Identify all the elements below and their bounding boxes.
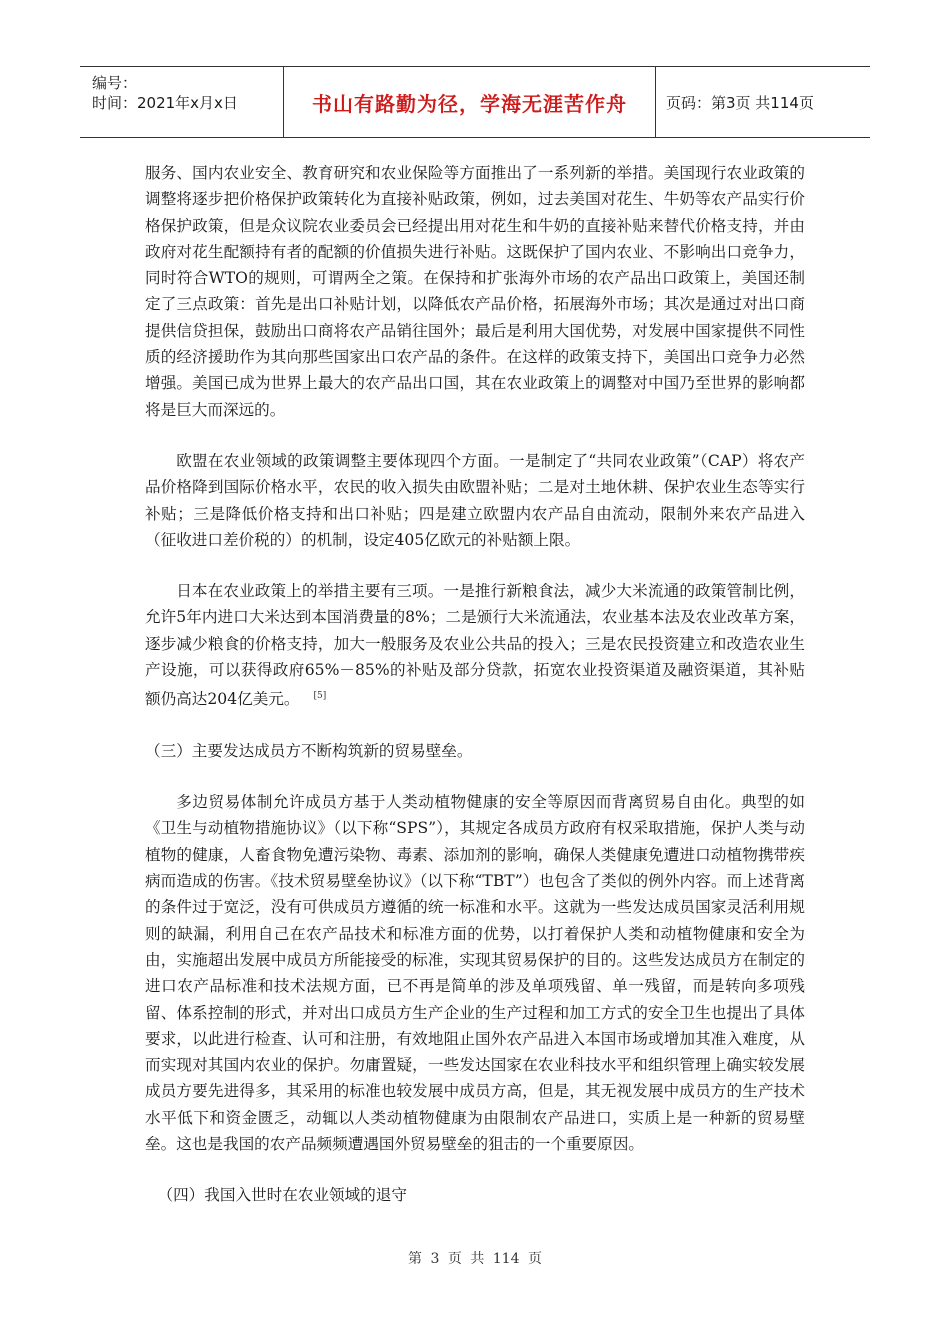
paragraph-japan-text: 日本在农业政策上的举措主要有三项。一是推行新粮食法，减少大米流通的政策管制比例，允许5年内进口大米达到本国消费量的8%；二是颁行大米流通法，农业基本法及农业改革方案，逐步减少粮食的价格支持，加大一般服务及农业公共品的投入；三是农民投资建立和改造农业生产设施，可以获得政府65%－85%的补贴及部分贷款，拓宽农业投资渠道及融资渠道，其补贴额仍高达204亿美元。 bbox=[145, 582, 805, 709]
date-label: 时间：2021年x月x日 bbox=[92, 94, 238, 112]
footer-total-pages: 114 bbox=[492, 1251, 520, 1267]
header-motto: 书山有路勤为径，学海无涯苦作舟 bbox=[284, 67, 656, 137]
paragraph-trade-barriers: 多边贸易体制允许成员方基于人类动植物健康的安全等原因而背离贸易自由化。典型的如《卫生与动植物措施协议》（以下称“SPS”），其规定各成员方政府有权采取措施，保护人类与动植物的健康，人畜食物免遭污染物、毒素、添加剂的影响，确保人类健康免遭进口动植物携带疾病而造成的伤害。《技术贸易壁垒协议》（以下称“TBT”）也包含了类似的例外内容。而上述背离的条件过于宽泛，没有可供成员方遵循的统一标准和水平。这就为一些发达成员国家灵活利用规则的缺漏，利用自己在农产品技术和标准方面的优势，以打着保护人类和动植物健康和安全为由，实施超出发展中成员方所能接受的标准，实现其贸易保护的目的。这些发达成员方在制定的进口农产品标准和技术法规方面，已不再是简单的涉及单项残留、单一残留，而是转向多项残留、体系控制的形式，并对出口成员方生产企业的生产过程和加工方式的安全卫生也提出了具体要求，以此进行检查、认可和注册，有效地阻止国外农产品进入本国市场或增加其准入难度，从而实现对其国内农业的保护。勿庸置疑，一些发达国家在农业科技水平和组织管理上确实较发展成员方要先进得多，其采用的标准也较发展中成员方高，但是，其无视发展中成员方的生产技术水平低下和资金匮乏，动辄以人类动植物健康为由限制农产品进口，实质上是一种新的贸易壁垒。这也是我国的农产品频频遭遇国外贸易壁垒的狙击的一个重要原因。 bbox=[145, 793, 805, 1153]
paragraph-eu-policy: 欧盟在农业领域的政策调整主要体现四个方面。一是制定了“共同农业政策”（CAP）将农产品价格降到国际价格水平，农民的收入损失由欧盟补贴；二是对土地休耕、保护农业生态等实行补贴；三是降低价格支持和出口补贴；四是建立欧盟内农产品自由流动，限制外来农产品进入（征收进口差价税的）的机制，设定405亿欧元的补贴额上限。 bbox=[145, 451, 805, 549]
footer-word-1: 第 bbox=[408, 1251, 423, 1267]
section-heading-4: （四）我国入世时在农业领域的退守 bbox=[157, 1186, 407, 1205]
document-body bbox=[145, 160, 805, 1209]
paragraph-japan-policy bbox=[145, 578, 805, 713]
page-header bbox=[80, 66, 870, 138]
footer-page-number: 3 bbox=[430, 1251, 440, 1267]
reference-marker: [5] bbox=[313, 691, 327, 702]
section-heading-3: （三）主要发达成员方不断构筑新的贸易壁垒。 bbox=[145, 741, 473, 760]
header-meta bbox=[80, 67, 284, 137]
page-footer bbox=[0, 1248, 950, 1268]
paragraph-us-policy: 服务、国内农业安全、教育研究和农业保险等方面推出了一系列新的举措。美国现行农业政策的调整将逐步把价格保护政策转化为直接补贴政策，例如，过去美国对花生、牛奶等农产品实行价格保护政策，但是众议院农业委员会已经提出用对花生和牛奶的直接补贴来替代价格支持，并由政府对花生配额持有者的配额的价值损失进行补贴。这既保护了国内农业、不影响出口竞争力，同时符合WTO的规则，可谓两全之策。在保持和扩张海外市场的农产品出口政策上，美国还制定了三点政策：首先是出口补贴计划，以降低农产品价格，拓展海外市场；其次是通过对出口商提供信贷担保，鼓励出口商将农产品销往国外；最后是利用大国优势，对发展中国家提供不同性质的经济援助作为其向那些国家出口农产品的条件。在这样的政策支持下，美国出口竞争力必然增强。美国已成为世界上最大的农产品出口国，其在农业政策上的调整对中国乃至世界的影响都将是巨大而深远的。 bbox=[145, 164, 805, 419]
header-page-info: 页码：第3页 共114页 bbox=[666, 93, 814, 112]
footer-word-2: 页 bbox=[447, 1251, 462, 1267]
footer-word-4: 页 bbox=[527, 1251, 542, 1267]
footer-word-3: 共 bbox=[470, 1251, 485, 1267]
number-label: 编号： bbox=[92, 74, 138, 92]
